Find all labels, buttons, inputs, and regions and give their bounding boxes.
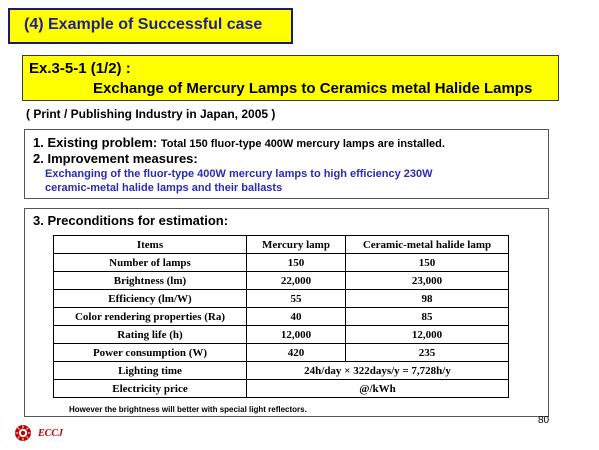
improvement-text [45,167,433,195]
improvement-label: 2. Improvement measures: [33,151,198,166]
section-tag-label: (4) Example of Successful case [24,16,263,33]
lamp-comparison-table [53,235,509,398]
electricity-price-value: @/kWh [247,380,509,398]
table-row [54,344,509,362]
table-row [54,272,509,290]
row-mercury: 55 [247,290,346,308]
row-ceramic: 12,000 [346,326,509,344]
table-row-lighting-time [54,362,509,380]
page-number: 80 [538,415,550,426]
table-row-electricity-price [54,380,509,398]
row-ceramic: 85 [346,308,509,326]
existing-problem-text: Total 150 fluor-type 400W mercury lamps are installed. [160,138,445,150]
section-tag [8,8,293,44]
row-mercury: 12,000 [247,326,346,344]
eccj-logo-icon [14,424,32,442]
row-mercury: 40 [247,308,346,326]
lighting-time-value: 24h/day × 322days/y = 7,728h/y [247,362,509,380]
row-item: Color rendering properties (Ra) [54,308,247,326]
row-ceramic: 23,000 [346,272,509,290]
table-row [54,326,509,344]
row-item: Rating life (h) [54,326,247,344]
row-item: Lighting time [54,362,247,380]
row-item: Electricity price [54,380,247,398]
header-items: Items [54,236,247,254]
title-line-2: Exchange of Mercury Lamps to Ceramics metal Halide Lamps [93,80,533,97]
subtitle: ( Print / Publishing Industry in Japan, 2005 ) [26,107,276,121]
row-mercury: 420 [247,344,346,362]
row-item: Power consumption (W) [54,344,247,362]
improvement-line-2: ceramic-metal halide lamps and their ballasts [45,182,283,194]
existing-problem-label: 1. Existing problem: [33,135,158,150]
header-mercury: Mercury lamp [247,236,346,254]
table-header-row [54,236,509,254]
row-ceramic: 235 [346,344,509,362]
row-item: Brightness (lm) [54,272,247,290]
eccj-logo-text: ECCJ [38,428,64,439]
row-ceramic: 150 [346,254,509,272]
row-ceramic: 98 [346,290,509,308]
row-mercury: 22,000 [247,272,346,290]
preconditions-box [24,208,549,417]
existing-problem [33,135,445,150]
header-ceramic: Ceramic-metal halide lamp [346,236,509,254]
title-box [22,55,559,101]
table-row [54,308,509,326]
row-item: Number of lamps [54,254,247,272]
table-row [54,290,509,308]
title-line-1: Ex.3-5-1 (1/2) : [29,60,131,77]
row-item: Efficiency (lm/W) [54,290,247,308]
problem-box [24,129,549,199]
table-row [54,254,509,272]
brightness-note: However the brightness will better with special light reflectors. [69,405,307,414]
row-mercury: 150 [247,254,346,272]
preconditions-heading: 3. Preconditions for estimation: [33,213,229,228]
improvement-line-1: Exchanging of the fluor-type 400W mercury lamps to high efficiency 230W [45,168,433,180]
